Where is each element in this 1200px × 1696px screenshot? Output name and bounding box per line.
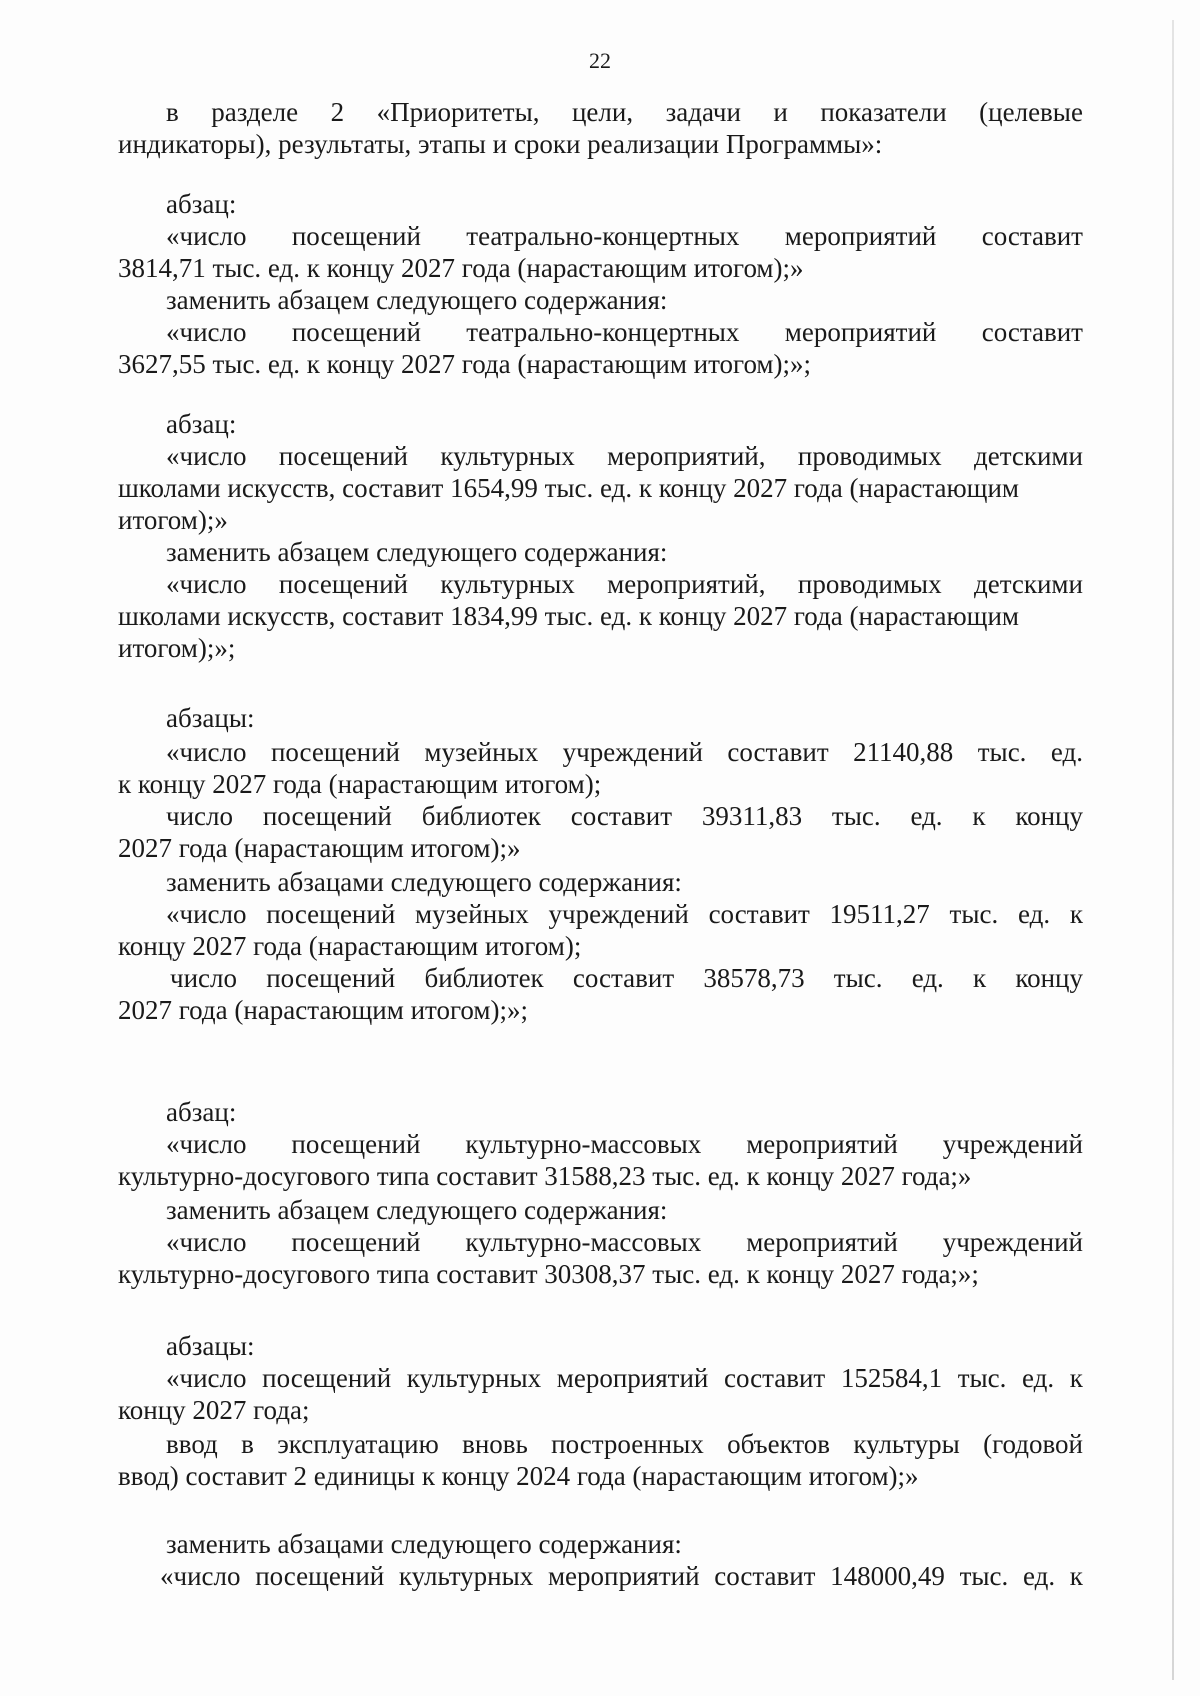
line-word: эксплуатацию (277, 1429, 439, 1459)
line-word: ед. (1022, 1561, 1056, 1591)
line-word: (целевые (979, 97, 1083, 127)
page-number: 22 (589, 48, 611, 73)
line-word: ед. (910, 801, 943, 831)
line-word: показатели (820, 97, 947, 127)
line-word: к (972, 801, 986, 831)
line-word: «число (160, 1561, 241, 1591)
line-word: учреждений (942, 1227, 1083, 1257)
line-word: к (1069, 899, 1083, 929)
line-word: составит (723, 1363, 826, 1393)
line-word: «число (166, 1363, 247, 1393)
line-word: разделе (211, 97, 299, 127)
line-word: театрально-концертных (466, 317, 740, 347)
line-word: культурных (440, 441, 575, 471)
line-word: учреждений (942, 1129, 1083, 1159)
line-word: ед. (1050, 737, 1083, 767)
line-word: культуры (853, 1429, 960, 1459)
line-word: 38578,73 (703, 963, 805, 993)
line-word: детскими (974, 441, 1083, 471)
line-word: тыс. (831, 801, 881, 831)
line-word: концу (1015, 801, 1083, 831)
line-word: театрально-концертных (466, 221, 740, 251)
text-line: заменить абзацем следующего содержания: (166, 537, 668, 567)
line-word: культурных (398, 1561, 534, 1591)
line-word: число (166, 801, 233, 831)
text-line: индикаторы), результаты, этапы и сроки реализации Программы»: (118, 129, 883, 159)
line-word: мероприятий (746, 1227, 898, 1257)
line-word: мероприятий (784, 317, 937, 347)
text-line: 2027 года (нарастающим итогом);»; (118, 995, 528, 1025)
line-word: музейных (424, 737, 539, 767)
text-line (166, 1428, 1083, 1460)
text-line: абзац: (166, 1097, 237, 1127)
line-word: 2 (330, 97, 345, 127)
text-line (166, 898, 1083, 930)
line-word: объектов (727, 1429, 831, 1459)
line-word: «число (166, 569, 247, 599)
text-line: заменить абзацами следующего содержания: (166, 1529, 682, 1559)
text-line (166, 440, 1083, 472)
line-word: тыс. (959, 1561, 1009, 1591)
line-word: посещений (291, 1227, 421, 1257)
line-word: посещений (291, 317, 421, 347)
line-word: ввод (166, 1429, 218, 1459)
text-line (166, 316, 1083, 348)
line-word: мероприятий, (607, 441, 766, 471)
line-word: составит (572, 963, 675, 993)
line-word: «число (166, 899, 247, 929)
line-word: вновь (462, 1429, 528, 1459)
text-line: концу 2027 года; (118, 1395, 310, 1425)
line-word: посещений (278, 569, 408, 599)
line-word: посещений (291, 1129, 421, 1159)
line-word: проводимых (797, 569, 942, 599)
text-line (166, 800, 1083, 832)
text-line: заменить абзацем следующего содержания: (166, 1195, 668, 1225)
line-word: музейных (415, 899, 529, 929)
line-word: к (1069, 1363, 1083, 1393)
line-word: составит (714, 1561, 816, 1591)
line-word: посещений (266, 963, 396, 993)
text-line: итогом);» (118, 505, 228, 535)
line-word: ед. (1017, 899, 1051, 929)
text-line (166, 1128, 1083, 1160)
text-line: концу 2027 года (нарастающим итогом); (118, 931, 582, 961)
text-line (166, 568, 1083, 600)
line-word: составит (981, 221, 1083, 251)
text-line: школами искусств, составит 1834,99 тыс. ед. к концу 2027 года (нарастающим (118, 601, 1020, 631)
text-line: абзац: (166, 409, 237, 439)
line-word: культурных (440, 569, 575, 599)
text-line (166, 96, 1083, 128)
line-word: составит (981, 317, 1083, 347)
line-word: учреждений (548, 899, 689, 929)
line-word: мероприятий (556, 1363, 709, 1393)
text-line: заменить абзацами следующего содержания: (166, 867, 682, 897)
line-word: 152584,1 (840, 1363, 943, 1393)
text-line: школами искусств, составит 1654,99 тыс. ед. к концу 2027 года (нарастающим (118, 473, 1020, 503)
text-line (166, 220, 1083, 252)
line-word: мероприятий, (607, 569, 766, 599)
text-line: 3814,71 тыс. ед. к концу 2027 года (нарастающим итогом);» (118, 253, 804, 283)
line-word: мероприятий (784, 221, 937, 251)
line-word: и (773, 97, 788, 127)
line-word: к (1069, 1561, 1083, 1591)
line-word: цели, (571, 97, 634, 127)
line-word: посещений (255, 1561, 385, 1591)
line-word: ед. (911, 963, 944, 993)
line-word: «число (166, 737, 247, 767)
text-line: к концу 2027 года (нарастающим итогом); (118, 769, 602, 799)
line-word: «число (166, 1227, 247, 1257)
text-line: итогом);»; (118, 633, 236, 663)
scan-edge-line (1172, 20, 1174, 1680)
text-line (166, 1362, 1083, 1394)
line-word: тыс. (949, 899, 999, 929)
text-line: культурно-досугового типа составит 31588,23 тыс. ед. к концу 2027 года;» (118, 1161, 972, 1191)
line-word: посещений (262, 801, 392, 831)
line-word: «число (166, 221, 247, 251)
text-line: ввод) составит 2 единицы к концу 2024 года (нарастающим итогом);» (118, 1461, 919, 1491)
line-word: детскими (974, 569, 1083, 599)
line-word: 19511,27 (829, 899, 930, 929)
line-word: учреждений (562, 737, 703, 767)
text-line (166, 736, 1083, 768)
line-word: «число (166, 317, 247, 347)
line-word: посещений (270, 737, 400, 767)
line-word: посещений (266, 899, 396, 929)
line-word: тыс. (957, 1363, 1007, 1393)
line-word: число (170, 963, 237, 993)
line-word: задачи (665, 97, 741, 127)
text-line (166, 1226, 1083, 1258)
text-line: абзацы: (166, 703, 255, 733)
line-word: 39311,83 (701, 801, 803, 831)
line-word: посещений (278, 441, 408, 471)
line-word: культурных (406, 1363, 542, 1393)
line-word: построенных (551, 1429, 704, 1459)
line-word: ед. (1022, 1363, 1055, 1393)
line-word: тыс. (833, 963, 883, 993)
line-word: составит (570, 801, 673, 831)
line-word: библиотек (424, 963, 544, 993)
line-word: «число (166, 1129, 247, 1159)
line-word: проводимых (797, 441, 942, 471)
line-word: 21140,88 (853, 737, 954, 767)
text-line: абзац: (166, 189, 237, 219)
text-line: заменить абзацем следующего содержания: (166, 285, 668, 315)
line-word: 148000,49 (830, 1561, 945, 1591)
line-word: к (973, 963, 987, 993)
line-word: составит (727, 737, 829, 767)
line-word: в (166, 97, 179, 127)
line-word: культурно-массовых (465, 1227, 702, 1257)
line-word: мероприятий (746, 1129, 898, 1159)
text-line: культурно-досугового типа составит 30308,37 тыс. ед. к концу 2027 года;»; (118, 1259, 979, 1289)
line-word: концу (1015, 963, 1083, 993)
line-word: мероприятий (547, 1561, 700, 1591)
line-word: посещений (262, 1363, 392, 1393)
line-word: составит (708, 899, 810, 929)
text-line: 2027 года (нарастающим итогом);» (118, 833, 521, 863)
text-line (170, 962, 1083, 994)
line-word: библиотек (421, 801, 541, 831)
line-word: (годовой (983, 1429, 1083, 1459)
line-word: культурно-массовых (465, 1129, 702, 1159)
text-line: абзацы: (166, 1331, 255, 1361)
line-word: в (241, 1429, 254, 1459)
line-word: «число (166, 441, 247, 471)
text-line (160, 1560, 1083, 1592)
line-word: посещений (291, 221, 421, 251)
text-line: 3627,55 тыс. ед. к концу 2027 года (нарастающим итогом);»; (118, 349, 812, 379)
line-word: тыс. (977, 737, 1027, 767)
line-word: «Приоритеты, (376, 97, 540, 127)
